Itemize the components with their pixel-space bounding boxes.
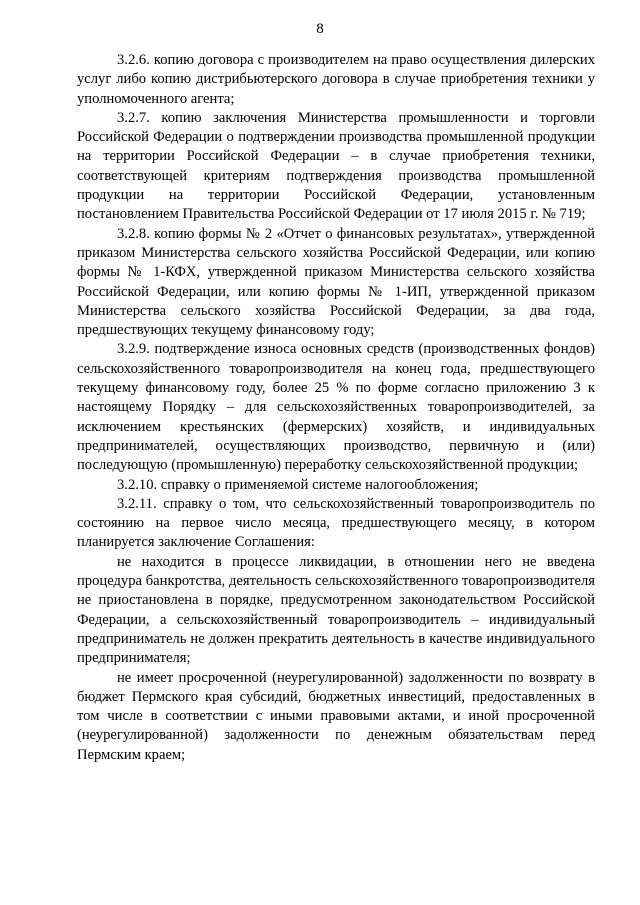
page-number: 8 <box>316 21 324 37</box>
document-body <box>77 51 595 765</box>
paragraph-3-2-8: 3.2.8. копию формы № 2 «Отчет о финансовых результатах», утвержденной приказом Министерства сельского хозяйства Российской Федерации, или копию формы № 1-КФХ, утвержденной приказом Министерства сельского хозяйства Российской Федерации, или копию формы № 1-ИП, утвержденной приказом Министерства сельского хозяйства Российской Федерации, за два года, предшествующих текущему финансовому году; <box>77 225 595 339</box>
paragraph-3-2-10: 3.2.10. справку о применяемой системе налогообложения; <box>117 476 479 493</box>
paragraph-debt-condition: не имеет просроченной (неурегулированной) задолженности по возврату в бюджет Пермского края субсидий, бюджетных инвестиций, предоставленных в том числе в соответствии с иными правовыми актами, и иной просроченной (неурегулированной) задолженности по денежным обязательствам перед Пермским краем; <box>77 669 595 763</box>
paragraph-3-2-7: 3.2.7. копию заключения Министерства промышленности и торговли Российской Федерации о подтверждении производства промышленной продукции на территории Российской Федерации – в случае приобретения техники, соответствующей критериям подтверждения производства промышленной продукции на территории Российской Федерации, установленным постановлением Правительства Российской Федерации от 17 июля 2015 г. № 719; <box>77 109 595 223</box>
paragraph-3-2-6: 3.2.6. копию договора с производителем на право осуществления дилерских услуг либо копию дистрибьютерского договора в случае приобретения техники у уполномоченного агента; <box>77 52 595 107</box>
paragraph-3-2-9: 3.2.9. подтверждение износа основных средств (производственных фондов) сельскохозяйственного товаропроизводителя на конец года, предшествующего текущему финансовому году, более 25 % по форме согласно приложению 3 к настоящему Порядку – для сельскохозяйственных товаропроизводителей, за исключением крестьянских (фермерских) хозяйств, и индивидуальных предпринимателей, осуществляющих производство, первичную и (или) последующую (промышленную) переработку сельскохозяйственной продукции; <box>77 341 595 474</box>
paragraph-3-2-11: 3.2.11. справку о том, что сельскохозяйственный товаропроизводитель по состоянию на первое число месяца, предшествующего месяцу, в котором планируется заключение Соглашения: <box>77 495 595 551</box>
paragraph-liquidation-condition: не находится в процессе ликвидации, в отношении него не введена процедура банкротства, деятельность сельскохозяйственного товаропроизводителя не приостановлена в порядке, предусмотренном законодательством Российской Федерации, а сельскохозяйственный товаропроизводитель – индивидуальный предприниматель не должен прекратить деятельность в качестве индивидуального предпринимателя; <box>77 553 595 667</box>
